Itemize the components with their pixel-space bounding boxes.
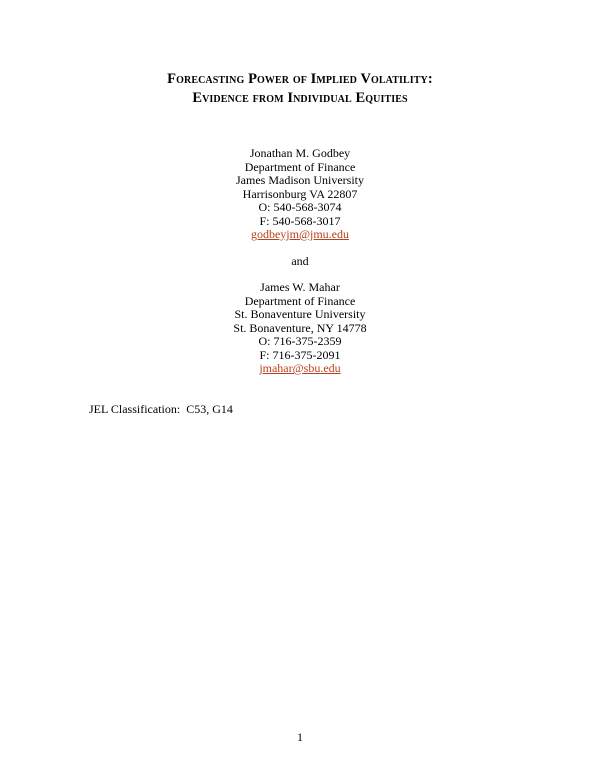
- author-office-phone: O: 540-568-3074: [258, 200, 342, 214]
- author-block-1: [0, 147, 600, 242]
- author-address: St. Bonaventure, NY 14778: [233, 320, 367, 335]
- author-office-phone: O: 716-375-2359: [258, 334, 342, 348]
- author-block-2: [0, 281, 600, 376]
- paper-title-line-2: Evidence from Individual Equities: [192, 90, 408, 106]
- author-fax: F: 540-568-3017: [259, 213, 341, 228]
- author-department: Department of Finance: [244, 159, 356, 174]
- author-institution: St. Bonaventure University: [234, 307, 366, 321]
- author-name: James W. Mahar: [260, 280, 340, 294]
- author-separator: and: [291, 254, 309, 268]
- author-institution: James Madison University: [236, 173, 364, 187]
- author-email-link[interactable]: jmahar@sbu.edu: [259, 361, 341, 375]
- author-department: Department of Finance: [244, 293, 356, 308]
- page-number: 1: [297, 730, 303, 744]
- paper-title-line-1: Forecasting Power of Implied Volatility:: [167, 71, 433, 87]
- jel-classification: JEL Classification: C53, G14: [89, 402, 233, 416]
- author-email-link[interactable]: godbeyjm@jmu.edu: [250, 227, 350, 241]
- author-address: Harrisonburg VA 22807: [242, 186, 358, 201]
- author-fax: F: 716-375-2091: [259, 347, 341, 362]
- author-name: Jonathan M. Godbey: [249, 146, 351, 160]
